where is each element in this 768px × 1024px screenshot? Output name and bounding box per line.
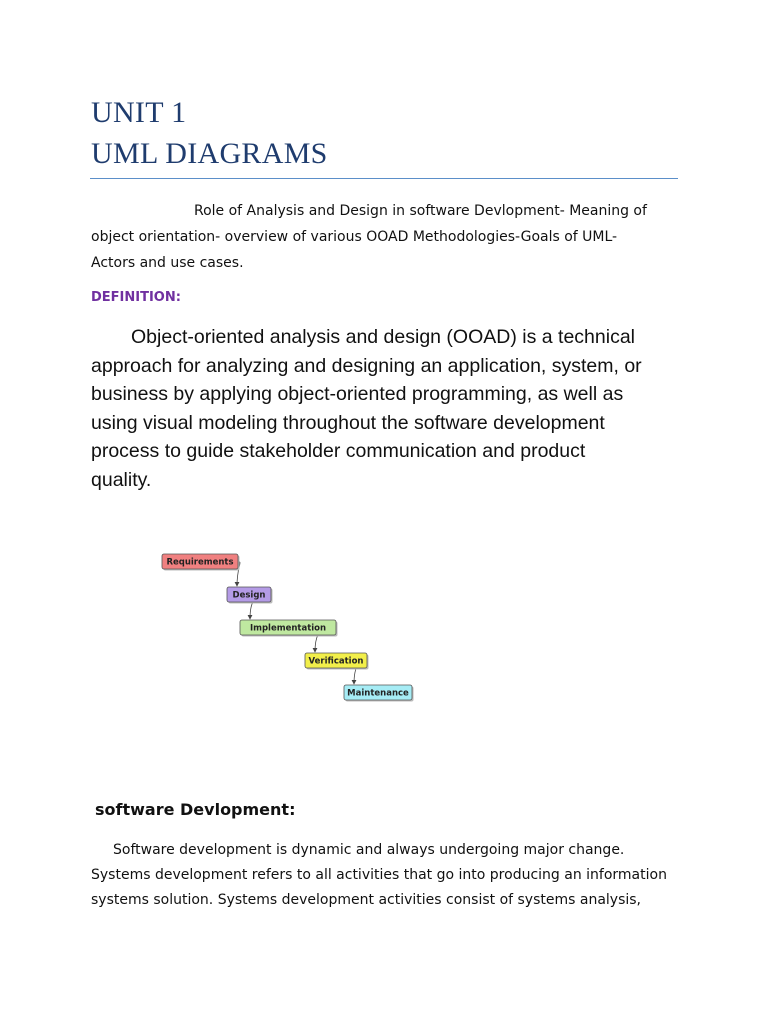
software-development-paragraph	[91, 838, 691, 913]
definition-line: Object-oriented analysis and design (OOAD) is a technical	[131, 326, 635, 348]
title-divider	[90, 178, 678, 179]
diagram-step-design	[227, 587, 273, 604]
definition-line: quality.	[91, 468, 152, 491]
diagram-step-label: Maintenance	[347, 688, 409, 699]
software-development-line: Software development is dynamic and always undergoing major change.	[113, 842, 625, 858]
definition-line: approach for analyzing and designing an application, system, or	[91, 354, 642, 377]
diagram-step-implementation	[240, 620, 338, 637]
intro-paragraph	[91, 198, 681, 276]
intro-line: Role of Analysis and Design in software Devlopment- Meaning of	[194, 203, 647, 219]
diagram-step-requirements	[162, 554, 240, 571]
definition-paragraph	[91, 323, 691, 494]
page-title: UML DIAGRAMS	[91, 137, 328, 170]
intro-line: Actors and use cases.	[91, 255, 244, 271]
waterfall-diagram	[150, 545, 430, 715]
definition-heading: DEFINITION:	[91, 290, 181, 305]
software-development-heading: software Devlopment:	[95, 800, 296, 819]
diagram-step-maintenance	[344, 685, 414, 702]
diagram-step-label: Implementation	[249, 623, 327, 634]
definition-line: process to guide stakeholder communication and product	[91, 440, 586, 462]
intro-line: object orientation- overview of various OOAD Methodologies-Goals of UML-	[91, 229, 618, 245]
definition-line: using visual modeling throughout the software development	[91, 411, 605, 434]
software-development-line: Systems development refers to all activities that go into producing an information	[91, 867, 667, 883]
unit-label: UNIT 1	[91, 96, 187, 129]
diagram-step-label: Verification	[308, 656, 364, 667]
diagram-step-label: Requirements	[166, 557, 234, 568]
software-development-line: systems solution. Systems development activities consist of systems analysis,	[91, 892, 642, 908]
diagram-step-verification	[305, 653, 369, 670]
definition-line: business by applying object-oriented programming, as well as	[91, 383, 624, 405]
diagram-step-label: Design	[232, 590, 266, 601]
